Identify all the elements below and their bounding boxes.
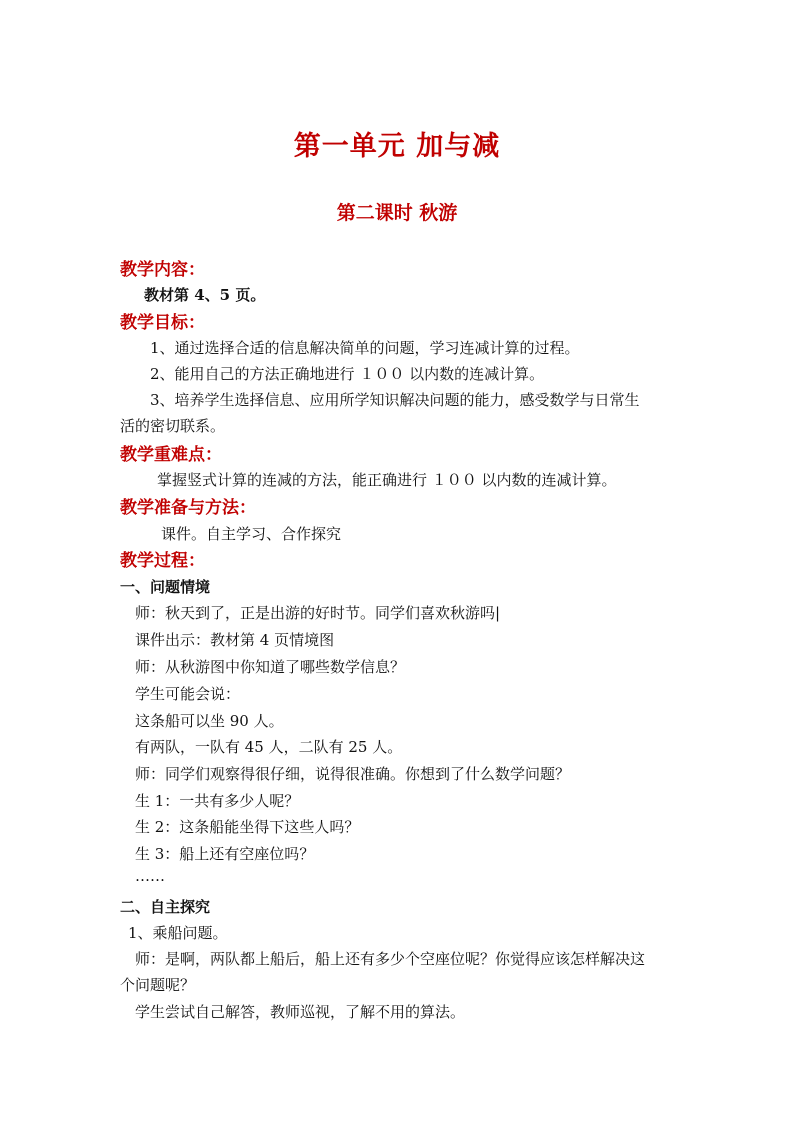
dialogue-line: 这条船可以坐 90 人。 xyxy=(135,712,284,730)
section-heading-prep: 教学准备与方法： xyxy=(120,498,256,518)
dialogue-line: 师：同学们观察得很仔细，说得很准确。你想到了什么数学问题？ xyxy=(135,765,571,783)
dialogue-line: 师：秋天到了，正是出游的好时节。同学们喜欢秋游吗| xyxy=(135,604,501,622)
section-heading-content: 教学内容： xyxy=(120,260,205,280)
ellipsis: …… xyxy=(135,867,165,885)
dialogue-line: 学生可能会说： xyxy=(135,685,241,703)
goal-item-1: 1、通过选择合适的信息解决简单的问题，学习连减计算的过程。 xyxy=(150,339,580,357)
dialogue-line: 有两队，一队有 45 人，二队有 25 人。 xyxy=(135,738,403,756)
dialogue-line: 生 3：船上还有空座位吗？ xyxy=(135,845,315,863)
part2-line: 学生尝试自己解答，教师巡视，了解不用的算法。 xyxy=(135,1003,466,1021)
section-heading-focus: 教学重难点： xyxy=(120,445,222,465)
lesson-subtitle: 第二课时 秋游 xyxy=(336,202,458,224)
dialogue-line: 生 1：一共有多少人呢？ xyxy=(135,792,300,810)
dialogue-line: 生 2：这条船能坐得下这些人吗？ xyxy=(135,818,360,836)
dialogue-line: 课件出示：教材第 4 页情境图 xyxy=(135,631,335,649)
dialogue-line: 师：从秋游图中你知道了哪些数学信息？ xyxy=(135,658,406,676)
goal-item-2: 2、能用自己的方法正确地进行 １００ 以内数的连减计算。 xyxy=(150,365,545,383)
section-heading-process: 教学过程： xyxy=(120,551,205,571)
part2-line: 个问题呢？ xyxy=(120,976,196,994)
part2-item: 1、乘船问题。 xyxy=(128,924,228,942)
part2-heading: 二、自主探究 xyxy=(120,898,211,916)
prep-text: 课件。自主学习、合作探究 xyxy=(161,525,342,543)
focus-text: 掌握竖式计算的连减的方法，能正确进行 １００ 以内数的连减计算。 xyxy=(157,471,617,489)
goal-item-3-line2: 活的密切联系。 xyxy=(120,417,226,435)
part1-heading: 一、问题情境 xyxy=(120,578,211,596)
content-text: 教材第 4、5 页。 xyxy=(144,286,266,304)
section-heading-goals: 教学目标： xyxy=(120,313,205,333)
part2-line: 师：是啊，两队都上船后，船上还有多少个空座位呢？你觉得应该怎样解决这 xyxy=(135,950,646,968)
page-title: 第一单元 加与减 xyxy=(293,131,501,162)
goal-item-3-line1: 3、培养学生选择信息、应用所学知识解决问题的能力，感受数学与日常生 xyxy=(150,391,640,409)
